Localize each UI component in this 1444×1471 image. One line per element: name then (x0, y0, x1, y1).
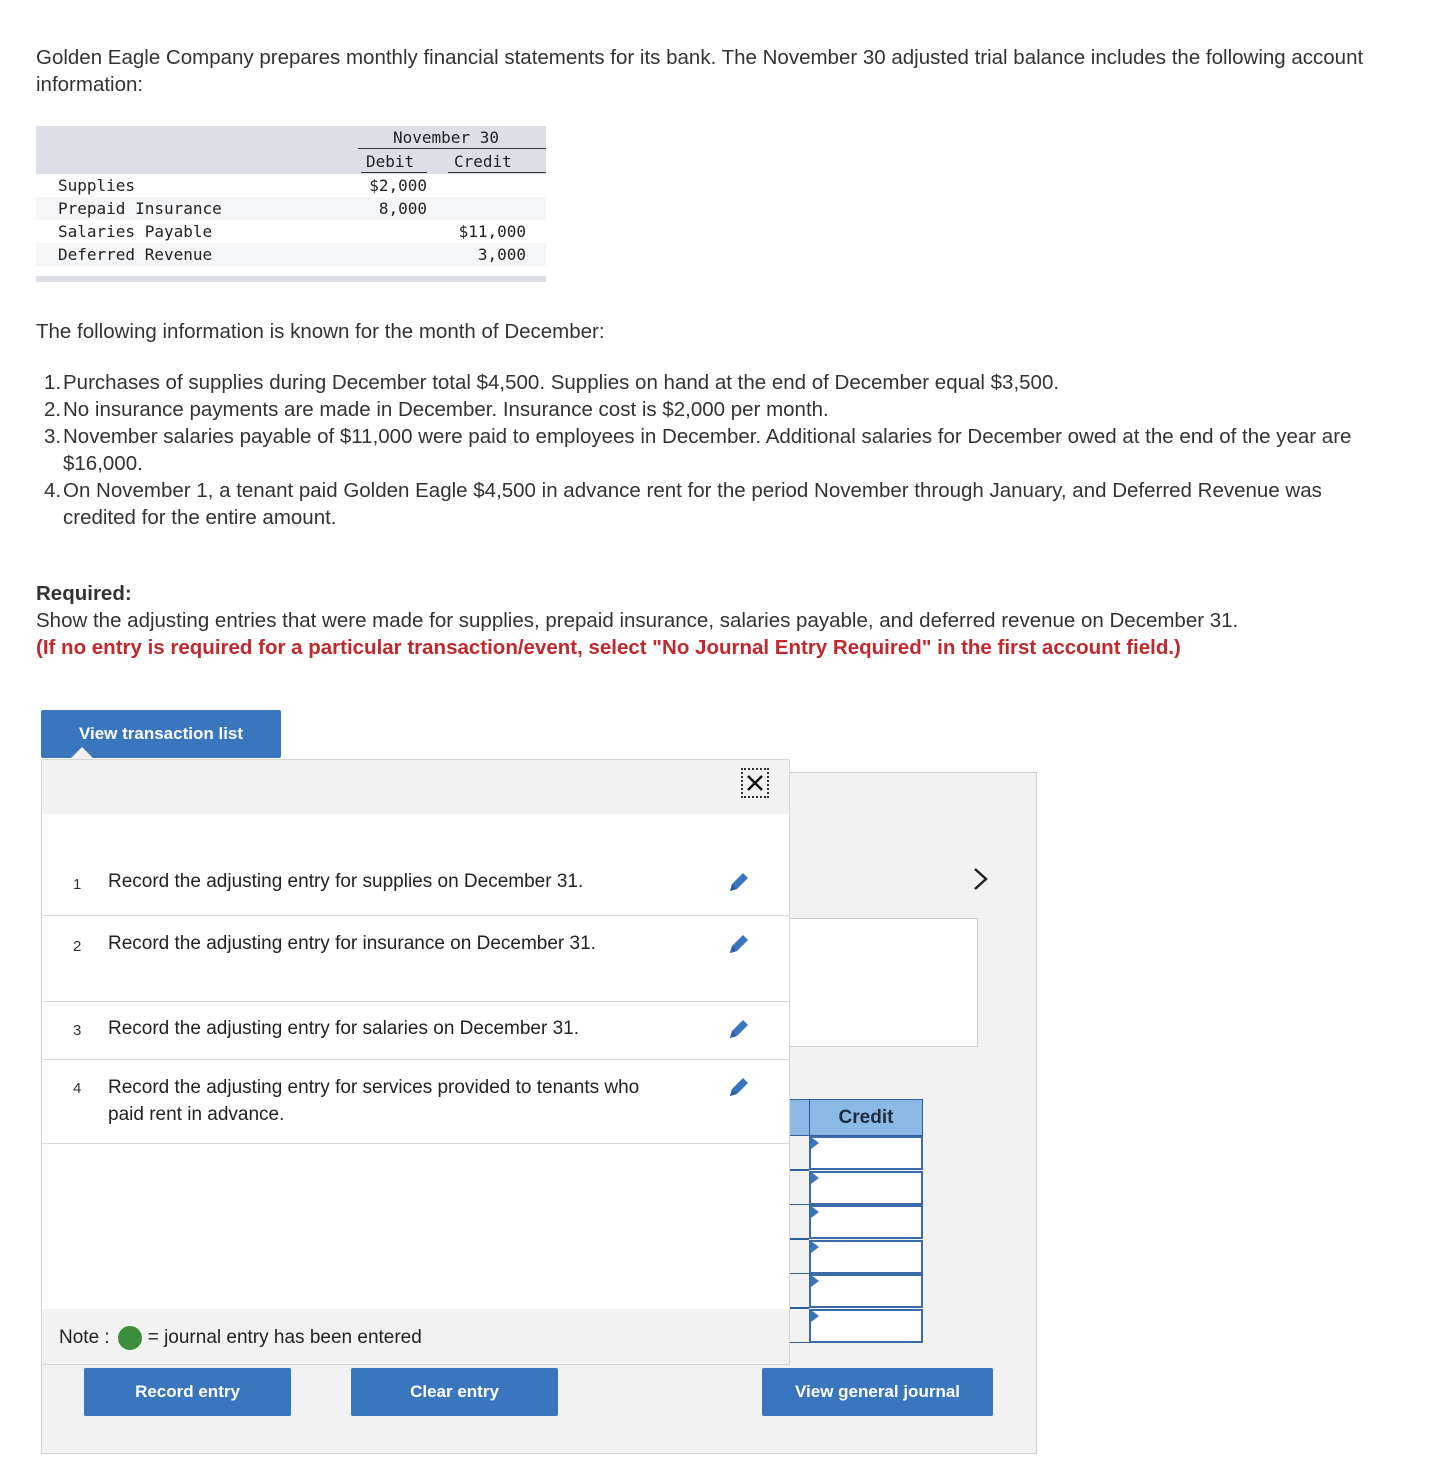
list-item-text: November salaries payable of $11,000 were paid to employees in December. Additional salaries for December owed at the end of the year are $16,000. (63, 425, 1352, 475)
note (59, 1326, 422, 1350)
credit-input[interactable] (809, 1171, 923, 1205)
dropdown-triangle-icon (811, 1241, 819, 1253)
tb-credit-header: Credit (454, 152, 512, 171)
view-general-journal-button[interactable]: View general journal (762, 1368, 993, 1416)
transaction-row[interactable] (42, 1060, 789, 1144)
chevron-right-icon[interactable] (970, 862, 992, 904)
list-item (36, 477, 1426, 531)
pencil-icon[interactable] (726, 869, 752, 895)
tb-account: Supplies (58, 176, 136, 195)
tb-row (36, 174, 546, 197)
entered-dot-icon (118, 1326, 142, 1350)
tb-credit: $11,000 (458, 222, 526, 241)
close-icon[interactable] (741, 768, 769, 798)
tb-row (36, 243, 546, 266)
transaction-row[interactable] (42, 854, 789, 916)
pencil-icon[interactable] (726, 1074, 752, 1100)
list-item-number: 2. (44, 398, 62, 421)
record-entry-button[interactable]: Record entry (84, 1368, 291, 1416)
tb-account: Deferred Revenue (58, 245, 213, 264)
transaction-row[interactable] (42, 1002, 789, 1060)
note-text: = journal entry has been entered (147, 1327, 422, 1348)
list-item-number: 4. (44, 479, 62, 502)
list-item-text: On November 1, a tenant paid Golden Eagle $4,500 in advance rent for the period November through January, and Deferred Revenue was credited for the entire amount. (63, 479, 1322, 529)
tb-credit: 3,000 (477, 245, 526, 264)
list-item (36, 369, 1426, 396)
credit-input[interactable] (809, 1309, 923, 1343)
transaction-text: Record the adjusting entry for supplies on December 31. (108, 871, 584, 892)
list-item-number: 1. (44, 371, 62, 394)
transaction-number: 2 (73, 938, 82, 955)
view-transaction-list-button[interactable]: View transaction list (41, 710, 281, 758)
tb-debit: $2,000 (369, 176, 427, 195)
transaction-text: Record the adjusting entry for salaries on December 31. (108, 1018, 580, 1039)
row-divider (789, 1342, 809, 1344)
tb-debit-header: Debit (366, 152, 415, 171)
december-list (36, 369, 1426, 531)
tb-row (36, 197, 546, 220)
credit-input[interactable] (809, 1274, 923, 1308)
row-divider (789, 1238, 809, 1240)
december-intro: The following information is known for the month of December: (36, 320, 605, 343)
transaction-number: 1 (73, 876, 82, 893)
dropdown-triangle-icon (811, 1275, 819, 1287)
tb-account: Prepaid Insurance (58, 199, 222, 218)
tb-account: Salaries Payable (58, 222, 213, 241)
transaction-number: 4 (73, 1080, 82, 1097)
list-item-text: Purchases of supplies during December total $4,500. Supplies on hand at the end of December equal $3,500. (63, 371, 1060, 394)
required-note: (If no entry is required for a particular transaction/event, select "No Journal Entry Required" in the first account field.) (36, 636, 1181, 659)
dropdown-triangle-icon (811, 1137, 819, 1149)
credit-input[interactable] (809, 1205, 923, 1239)
required-text: Show the adjusting entries that were made for supplies, prepaid insurance, salaries payable, and deferred revenue on December 31. (36, 609, 1239, 632)
tb-row (36, 220, 546, 243)
row-divider (789, 1307, 809, 1309)
credit-input[interactable] (809, 1240, 923, 1274)
tb-debit-underline (361, 172, 427, 173)
credit-input[interactable] (809, 1136, 923, 1170)
popup-header (42, 760, 789, 814)
transaction-text: Record the adjusting entry for insurance on December 31. (108, 933, 596, 954)
tb-credit-underline (448, 172, 546, 173)
transaction-text: Record the adjusting entry for services provided to tenants who paid rent in advance. (108, 1077, 640, 1125)
credit-column-header: Credit (809, 1099, 923, 1136)
clear-entry-button[interactable]: Clear entry (351, 1368, 558, 1416)
note-label: Note : (59, 1327, 110, 1348)
journal-entry-area (789, 918, 978, 1047)
list-item (36, 423, 1426, 477)
pencil-icon[interactable] (726, 931, 752, 957)
dropdown-triangle-icon (811, 1172, 819, 1184)
list-item-text: No insurance payments are made in December. Insurance cost is $2,000 per month. (63, 398, 829, 421)
tb-period: November 30 (393, 128, 499, 147)
tb-debit: 8,000 (378, 199, 427, 218)
journal-header-cell (789, 1099, 809, 1136)
row-divider (789, 1169, 809, 1171)
required-title: Required: (36, 582, 132, 605)
trial-balance-footer (36, 276, 546, 282)
transaction-number: 3 (73, 1022, 82, 1039)
transaction-list-popup (41, 759, 790, 1365)
row-divider (789, 1204, 809, 1206)
tb-divider (358, 148, 546, 149)
pencil-icon[interactable] (726, 1016, 752, 1042)
list-item (36, 396, 1426, 423)
transaction-row[interactable] (42, 916, 789, 1002)
dropdown-triangle-icon (811, 1206, 819, 1218)
popup-caret (70, 747, 94, 759)
intro-text: Golden Eagle Company prepares monthly financial statements for its bank. The November 30 adjusted trial balance includes the following account information: (36, 46, 1364, 96)
dropdown-triangle-icon (811, 1310, 819, 1322)
row-divider (789, 1273, 809, 1275)
list-item-number: 3. (44, 425, 62, 448)
